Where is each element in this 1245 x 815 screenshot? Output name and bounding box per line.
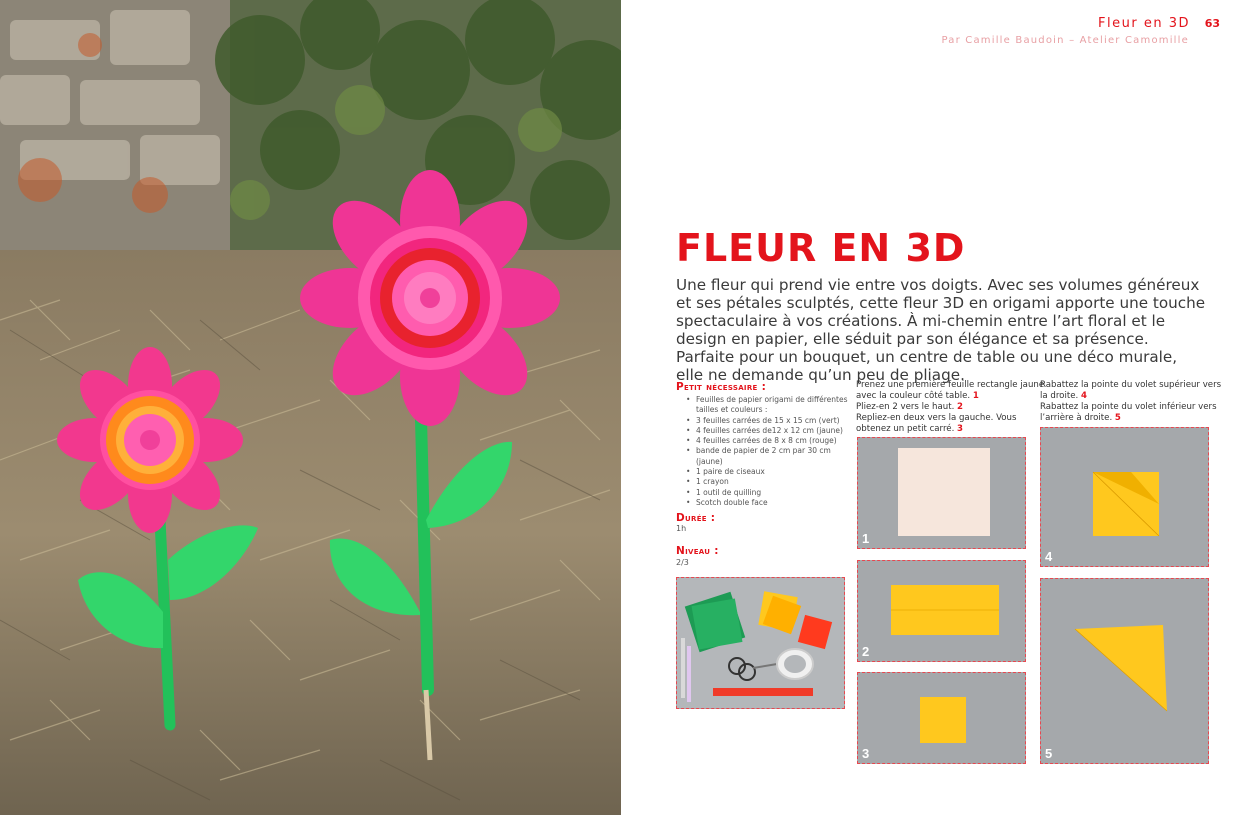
paper-flowers-illustration: [0, 0, 621, 815]
level-heading: Niveau :: [676, 545, 719, 557]
step-line: l’arrière à droite. 5: [1040, 413, 1121, 423]
list-item: • Feuilles de papier origami de différentes tailles et couleurs :: [684, 395, 850, 416]
list-item: • 1 paire de ciseaux: [684, 467, 850, 477]
byline: Par Camille Baudoin – Atelier Camomille: [941, 35, 1189, 46]
page-number: 63: [1204, 17, 1220, 30]
list-item: • 4 feuilles carrées de 8 x 8 cm (rouge): [684, 436, 850, 446]
running-title: Fleur en 3D: [1098, 16, 1190, 31]
flower-photo: [0, 0, 621, 815]
duration-heading: Durée :: [676, 512, 716, 524]
step-line: avec la couleur côté table. 1: [856, 391, 979, 401]
step-photo-2: [857, 560, 1026, 662]
step-photo-number: 5: [1045, 746, 1053, 761]
step-line: Prenez une première feuille rectangle jaune: [856, 380, 1045, 390]
list-item: • Scotch double face: [684, 498, 850, 508]
list-item: • 3 feuilles carrées de 15 x 15 cm (vert): [684, 416, 850, 426]
level-value: 2/3: [676, 558, 689, 567]
step-photo-number: 4: [1045, 549, 1053, 564]
step-line: Repliez-en deux vers la gauche. Vous: [856, 413, 1017, 423]
yellow-rectangle-paper-icon: [858, 561, 1026, 662]
step-line: Pliez-en 2 vers le haut. 2: [856, 402, 964, 412]
duration-value: 1h: [676, 524, 687, 533]
step-photo-4: [1040, 427, 1209, 567]
step-photo-5: [1040, 578, 1209, 764]
list-item: • bande de papier de 2 cm par 30 cm (jaune): [684, 446, 850, 467]
materials-heading: Petit nécessaire :: [676, 381, 767, 393]
page-title: FLEUR EN 3D: [676, 226, 966, 270]
materials-supplies-icon: [677, 578, 845, 709]
step-line: Rabattez la pointe du volet inférieur vers: [1040, 402, 1217, 412]
materials-list: [684, 395, 850, 508]
list-item: • 1 outil de quilling: [684, 488, 850, 498]
step-line: Rabattez la pointe du volet supérieur vers: [1040, 380, 1222, 390]
step-photo-number: 3: [862, 746, 870, 761]
yellow-small-square-paper-icon: [858, 673, 1026, 764]
small-flower: [57, 347, 243, 533]
step-line: la droite. 4: [1040, 391, 1087, 401]
yellow-folded-square-icon: [1041, 428, 1209, 567]
step-line: obtenez un petit carré. 3: [856, 424, 964, 434]
steps-text-column-2: [856, 380, 1044, 435]
step-photo-number: 1: [862, 531, 870, 546]
step-photo-3: [857, 672, 1026, 764]
intro-paragraph: Une fleur qui prend vie entre vos doigts. Avec ses volumes généreux et ses pétales sculptés, cette fleur 3D en origami apporte une touche spectaculaire à vos créations. À mi-chemin entre l’art floral et le design en papier, elle séduit par son élégance et sa présence. Parfaite pour un bouquet, un centre de table ou une déco murale, elle ne demande qu’un peu de pliage.: [676, 276, 1206, 384]
materials-photo: [676, 577, 845, 709]
step-photo-number: 2: [862, 644, 870, 659]
white-square-paper-icon: [858, 438, 1026, 549]
step-photo-1: [857, 437, 1026, 549]
yellow-triangle-fold-icon: [1041, 579, 1209, 764]
steps-text-column-3: [1040, 380, 1221, 424]
large-flower: [300, 170, 560, 426]
list-item: • 1 crayon: [684, 477, 850, 487]
list-item: • 4 feuilles carrées de12 x 12 cm (jaune): [684, 426, 850, 436]
